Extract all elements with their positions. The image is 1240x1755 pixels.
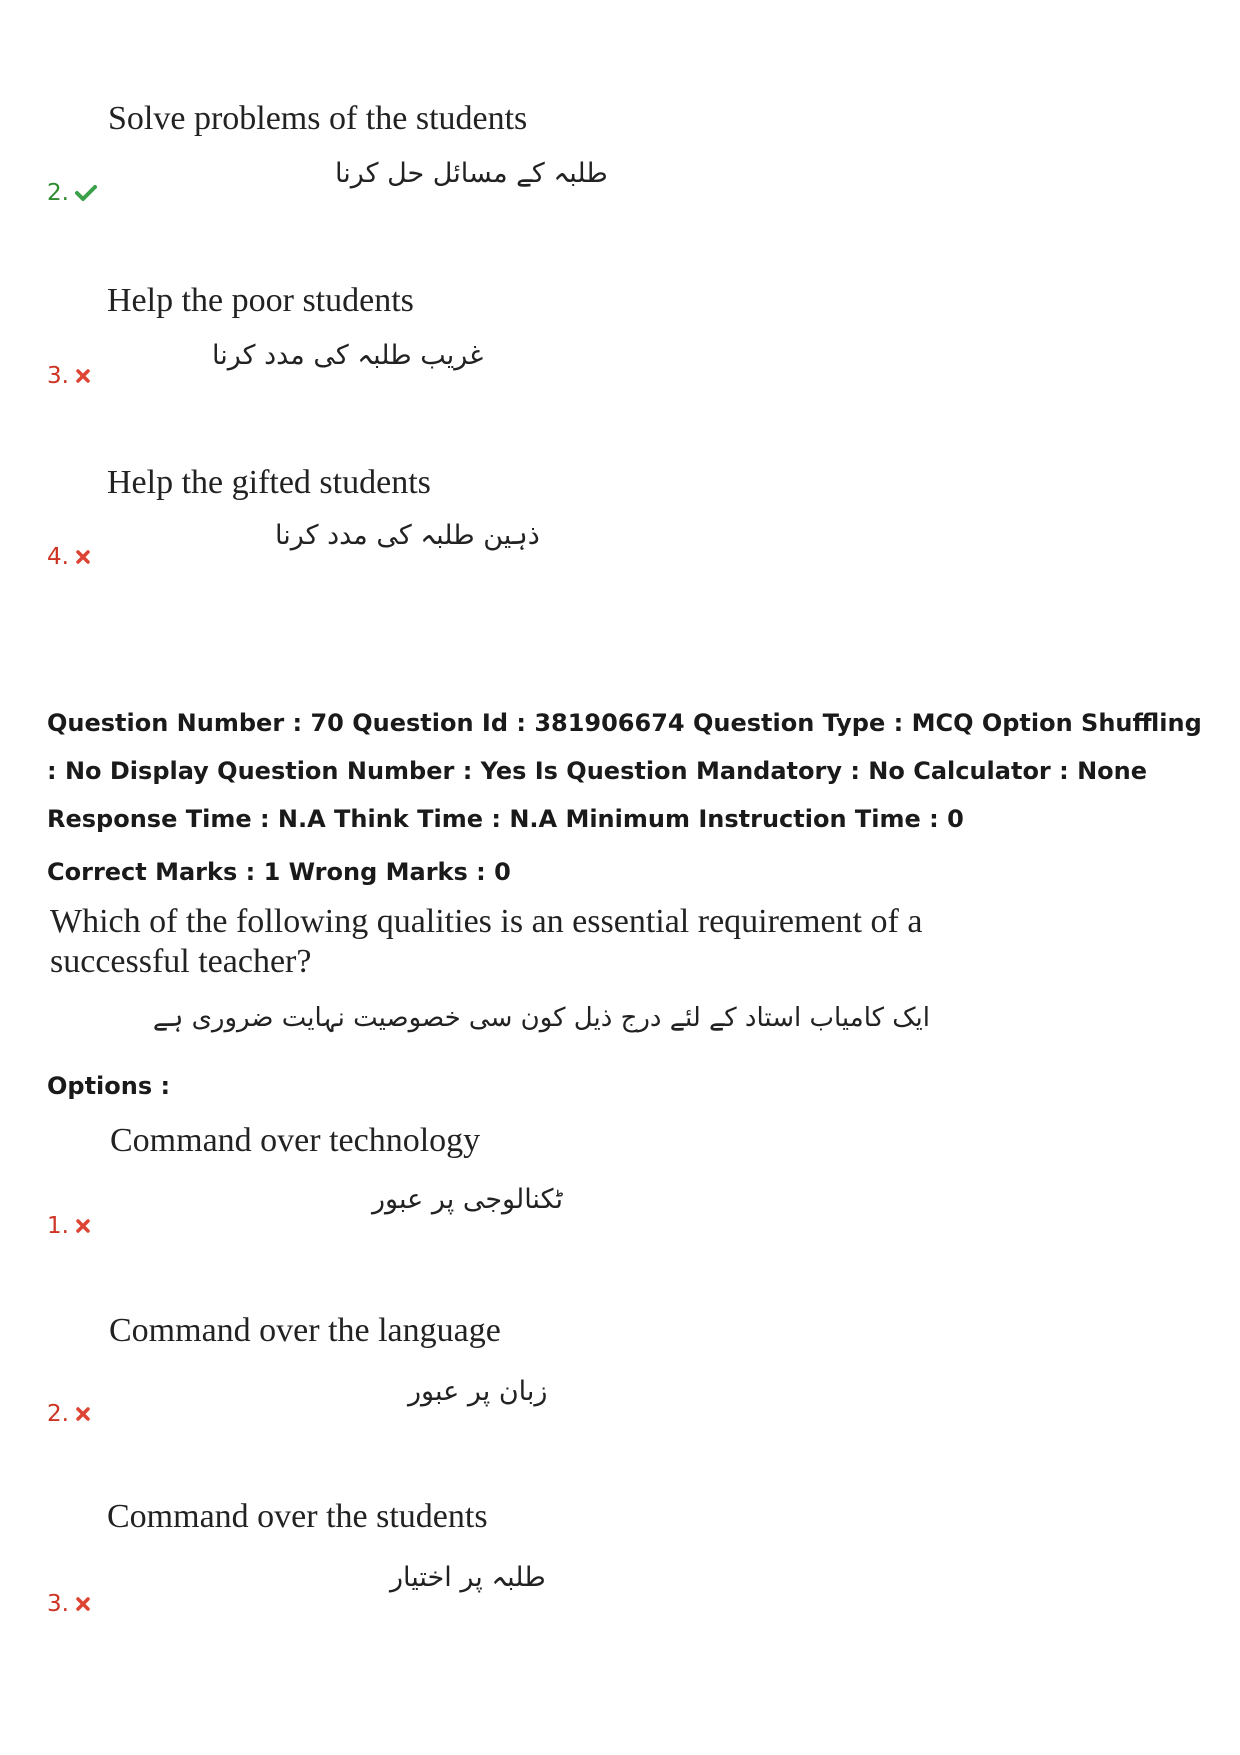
question-urdu: ایک کامیاب استاد کے لئے درج ذیل کون سی خصوصیت نہایت ضروری ہے: [152, 1003, 930, 1033]
option-number: 2.: [47, 1401, 91, 1427]
cross-icon: [75, 1406, 91, 1422]
question-meta: Question Number : 70 Question Id : 381906674 Question Type : MCQ Option Shuffling : No Display Question Number : Yes Is Question Mandatory : No Calculator : None Response Time : N.A Think Time : N.A Minimum Instruction Time : 0: [47, 709, 1202, 833]
option-urdu: طلبہ پر اختیار: [390, 1562, 546, 1593]
option-number: 2.: [47, 180, 97, 206]
option-urdu: طلبہ کے مسائل حل کرنا: [335, 158, 608, 189]
option-number: 3.: [47, 363, 91, 389]
option-urdu: ذہین طلبہ کی مدد کرنا: [275, 520, 540, 551]
option-urdu: زبان پر عبور: [408, 1376, 548, 1407]
check-icon: [75, 184, 97, 202]
cross-icon: [75, 1218, 91, 1234]
option-english: Command over the students: [107, 1498, 488, 1535]
option-number: 4.: [47, 544, 91, 570]
marks-info: Correct Marks : 1 Wrong Marks : 0: [47, 858, 511, 886]
question-english: Which of the following qualities is an essential requirement of a successful teacher?: [50, 903, 923, 980]
option-english: Command over technology: [110, 1122, 481, 1159]
option-urdu: ٹکنالوجی پر عبور: [372, 1184, 563, 1215]
cross-icon: [75, 1596, 91, 1612]
option-number: 1.: [47, 1213, 91, 1239]
cross-icon: [75, 549, 91, 565]
option-english: Help the poor students: [107, 282, 414, 319]
option-english: Help the gifted students: [107, 464, 431, 501]
option-english: Command over the language: [109, 1312, 501, 1349]
option-english: Solve problems of the students: [108, 100, 528, 137]
options-label: Options :: [47, 1072, 171, 1100]
option-urdu: غریب طلبہ کی مدد کرنا: [212, 340, 484, 371]
option-number: 3.: [47, 1591, 91, 1617]
cross-icon: [75, 368, 91, 384]
